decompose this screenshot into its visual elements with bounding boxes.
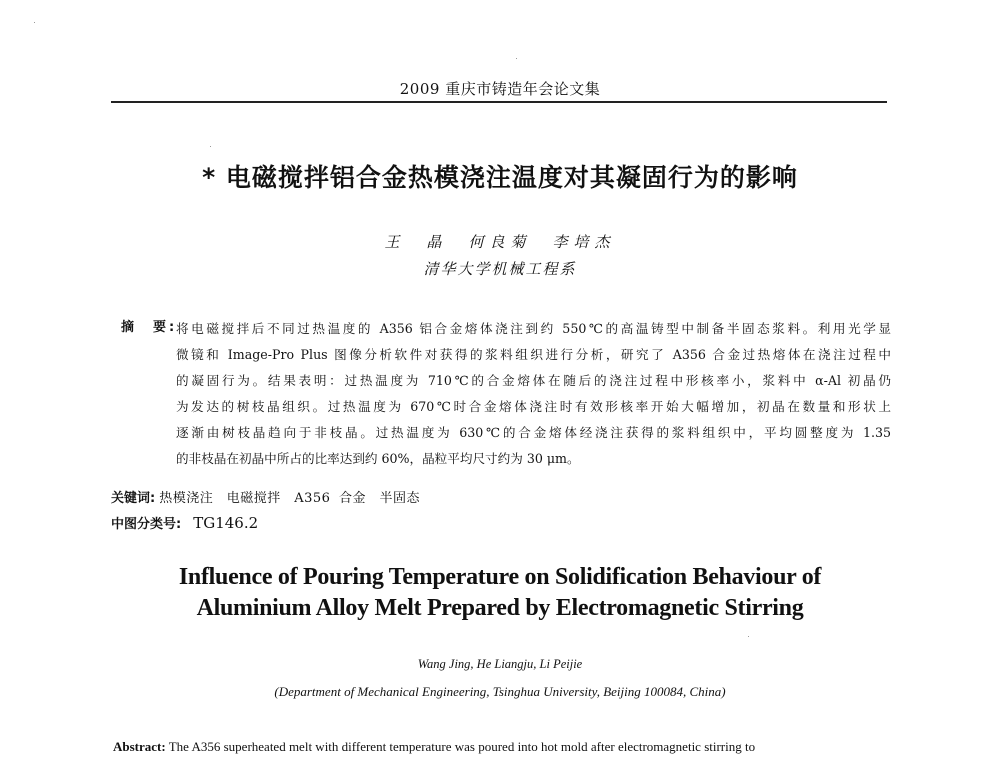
classification-number [111, 513, 258, 532]
classification-label: 中图分类号: [111, 517, 182, 532]
classification-value: TG146.2 [193, 514, 259, 532]
english-title [0, 562, 1000, 624]
scan-speck [748, 636, 749, 637]
running-header: 2009 重庆市铸造年会论文集 [399, 80, 601, 98]
english-abstract [113, 739, 888, 755]
english-authors: Wang Jing, He Liangju, Li Peijie [417, 657, 583, 671]
english-title-line: Influence of Pouring Temperature on Solidification Behaviour of [178, 564, 822, 590]
keywords-label: 关键词: [111, 491, 156, 506]
english-affiliation: (Department of Mechanical Engineering, Tsinghua University, Beijing 100084, China) [274, 684, 726, 699]
abstract-line: 的凝固行为。结果表明：过热温度为 710℃的合金熔体在随后的浇注过程中形核率小，浆料中 α-Al 初晶仍 [176, 373, 891, 388]
abstract-line: 逐渐由树枝晶趋向于非枝晶。过热温度为 630℃的合金熔体经浇注获得的浆料组织中，平均圆整度为 1.35 [176, 425, 891, 440]
scan-speck [210, 146, 211, 147]
abstract-line: 微镜和 Image-Pro Plus 图像分析软件对获得的浆料组织进行分析，研究了 A356 合金过热熔体在浇注过程中 [176, 347, 891, 362]
chinese-title: * 电磁搅拌铝合金热模浇注温度对其凝固行为的影响 [202, 163, 798, 192]
abstract-line: 的非枝晶在初晶中所占的比率达到约 60%，晶粒平均尺寸约为 30 μm。 [176, 451, 580, 466]
english-title-line: Aluminium Alloy Melt Prepared by Electromagnetic Stirring [196, 595, 804, 621]
header-rule [111, 101, 887, 103]
chinese-authors: 王 晶 何良菊 李培杰 [384, 233, 616, 251]
keywords-value: 热模浇注 电磁搅拌 A356 合金 半固态 [159, 491, 421, 506]
chinese-abstract-label: 摘 要: [121, 320, 178, 335]
english-abstract-label: Abstract: [113, 739, 166, 754]
chinese-affiliation: 清华大学机械工程系 [423, 260, 577, 278]
chinese-abstract-body [176, 316, 891, 472]
scan-speck [34, 22, 35, 23]
english-abstract-text: The A356 superheated melt with different temperature was poured into hot mold after electromagnetic stirring to [168, 739, 756, 754]
abstract-line: 将电磁搅拌后不同过热温度的 A356 铝合金熔体浇注到约 550℃的高温铸型中制备半固态浆料。利用光学显 [176, 321, 891, 336]
scan-speck [516, 58, 517, 59]
abstract-line: 为发达的树枝晶组织。过热温度为 670℃时合金熔体浇注时有效形核率开始大幅增加，初晶在数量和形状上 [176, 399, 891, 414]
keywords [111, 487, 420, 506]
